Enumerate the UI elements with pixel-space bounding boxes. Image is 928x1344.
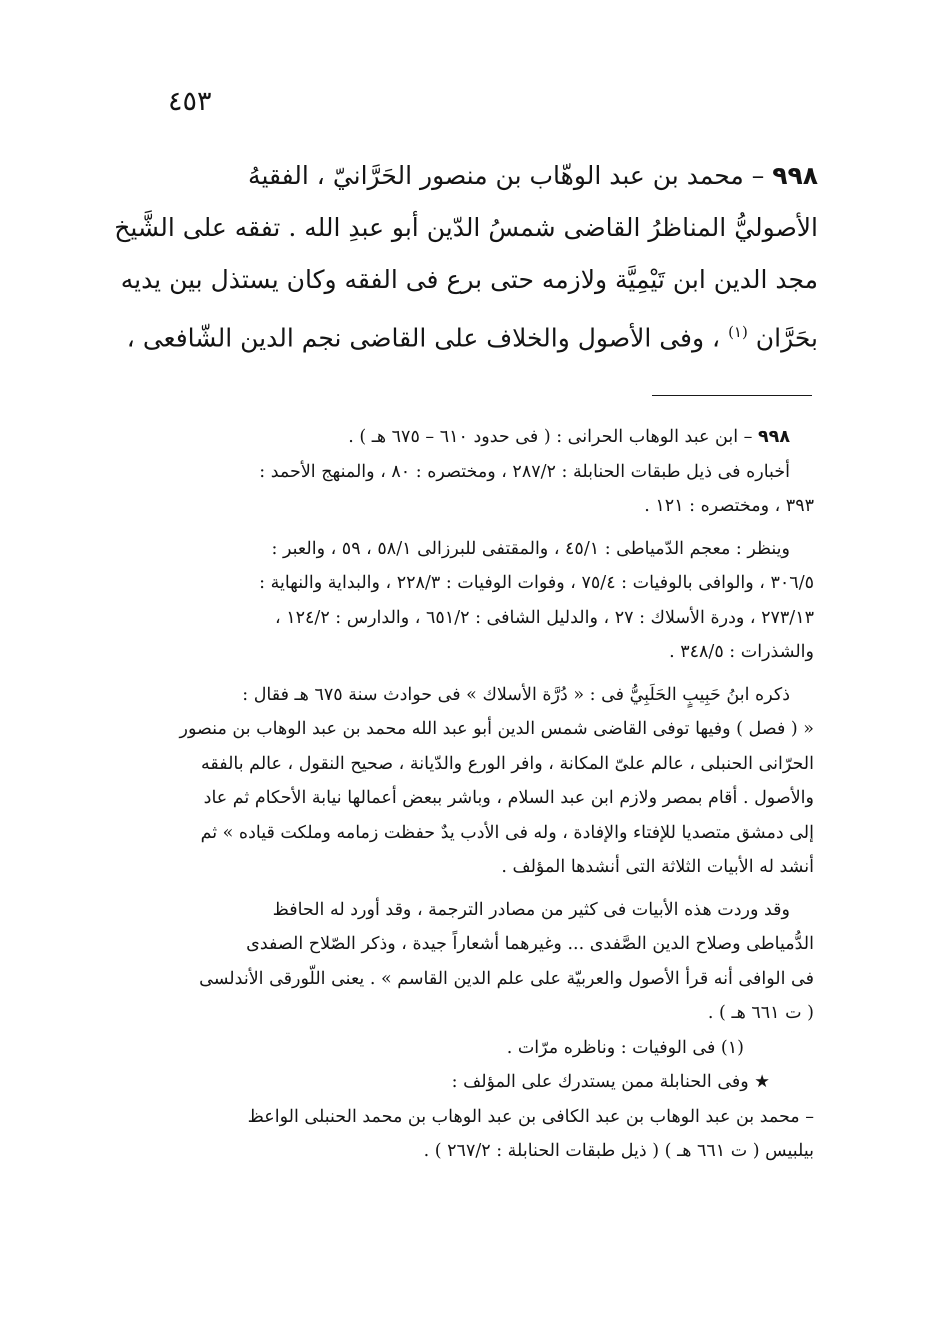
- verses-line-3: فى الوافى أنه قرأ الأصول والعربيّة على علم الدين القاسم » . يعنى اللّورقى الأندلسى: [199, 968, 814, 989]
- editor-notes: [128, 420, 814, 1169]
- quote-line-5: إلى دمشق متصديا للإفتاء والإفادة ، وله فى الأدب يدٌ حفظت زمامه وملكت قياده » ثم: [200, 822, 814, 843]
- quote-line-1: ذكره ابنُ حَبِيبٍ الحَلَبِيُّ فى : « دُرَّة الأسلاك » فى حوادث سنة ٦٧٥ هـ فقال :: [242, 684, 790, 705]
- sources-line-1: أخباره فى ذيل طبقات الحنابلة : ٢٨٧/٢ ، ومختصره : ٨٠ ، والمنهج الأحمد :: [259, 461, 790, 482]
- entry-line-4-start: بحَرَّان: [755, 323, 818, 353]
- entry-line-1: [140, 150, 818, 202]
- quote-line-4: والأصول . أقام بمصر ولازم ابن عبد السلام ، وباشر ببعض أعمالها نيابة الأحكام ثم عاد: [203, 788, 814, 808]
- footnote-reference: (١): [728, 323, 748, 341]
- verses-line-4: ( ت ٦٦١ هـ ) .: [707, 1003, 814, 1023]
- quote-line-3: الحرّانى الحنبلى ، عالم علىّ المكانة ، وافر الورع والدّيانة ، صحيح النقول ، عالم بالفقه: [200, 753, 814, 774]
- verses-line-1: وقد وردت هذه الأبيات فى كثير من مصادر الترجمة ، وقد أورد له الحافظ: [272, 899, 790, 920]
- entry-line-4: [126, 306, 818, 364]
- see-also-line-3: ٢٧٣/١٣ ، ودرة الأسلاك : ٢٧ ، والدليل الشافى : ٦٥١/٢ ، والدارس : ١٢٤/٢ ،: [275, 607, 814, 628]
- biography-entry: [114, 150, 818, 364]
- addition-line-2: بيلبيس ( ت ٦٦١ هـ ) ( ذيل طبقات الحنابلة : ٢٦٧/٢ ) .: [423, 1141, 814, 1161]
- star-note: ★ وفى الحنابلة ممن يستدرك على المؤلف :: [451, 1072, 770, 1092]
- page-number: ٤٥٣: [168, 86, 212, 117]
- note-header: [128, 420, 814, 455]
- entry-line-3: مجد الدين ابن تَيْمِيَّة ولازمه حتى برع فى الفقه وكان يستذل بين يديه: [120, 265, 818, 294]
- footnote-divider: [652, 395, 812, 396]
- entry-line-4-end: ، وفى الأصول والخلاف على القاضى نجم الدين الشّافعى ،: [126, 323, 721, 353]
- note-header-text: – ابن عبد الوهاب الحرانى : ( فى حدود ٦١٠ – ٦٧٥ هـ ) .: [348, 427, 753, 447]
- entry-line-2: الأصوليُّ المناظرُ القاضى شمسُ الدّين أبو عبدِ الله . تفقه على الشَّيخ: [114, 213, 818, 242]
- see-also-line-1: وينظر : معجم الدّمياطى : ٤٥/١ ، والمقتفى للبرزالى ٥٨/١ ، ٥٩ ، والعبر :: [271, 538, 790, 559]
- see-also-line-2: ٣٠٦/٥ ، والوافى بالوفيات : ٧٥/٤ ، وفوات الوفيات : ٢٢٨/٣ ، والبداية والنهاية :: [259, 573, 814, 593]
- note-entry-number: ٩٩٨: [757, 427, 790, 447]
- quote-line-6: أنشد له الأبيات الثلاثة التى أنشدها المؤلف .: [501, 857, 814, 877]
- verses-line-2: الدُّمياطى وصلاح الدين الصَّفدى ... وغيرهما أشعاراً جيدة ، وذكر الصّلاح الصفدى: [246, 934, 814, 954]
- footnote-1: (١) فى الوفيات : وناظره مرّات .: [506, 1037, 744, 1058]
- see-also-line-4: والشذرات : ٣٤٨/٥ .: [669, 642, 814, 662]
- addition-line-1: – محمد بن عبد الوهاب بن عبد الكافى بن عبد الوهاب بن محمد الحنبلى الواعظ: [247, 1106, 814, 1127]
- entry-number: ٩٩٨: [772, 161, 818, 190]
- entry-line-1-text: – محمد بن عبد الوهّاب بن منصور الحَرَّانيّ ، الفقيهُ: [248, 161, 765, 190]
- sources-line-2: ٣٩٣ ، ومختصره : ١٢١ .: [644, 496, 814, 516]
- quote-line-2: « ( فصل ) وفيها توفى القاضى شمس الدين أبو عبد الله محمد بن عبد الوهاب بن منصور: [179, 719, 814, 739]
